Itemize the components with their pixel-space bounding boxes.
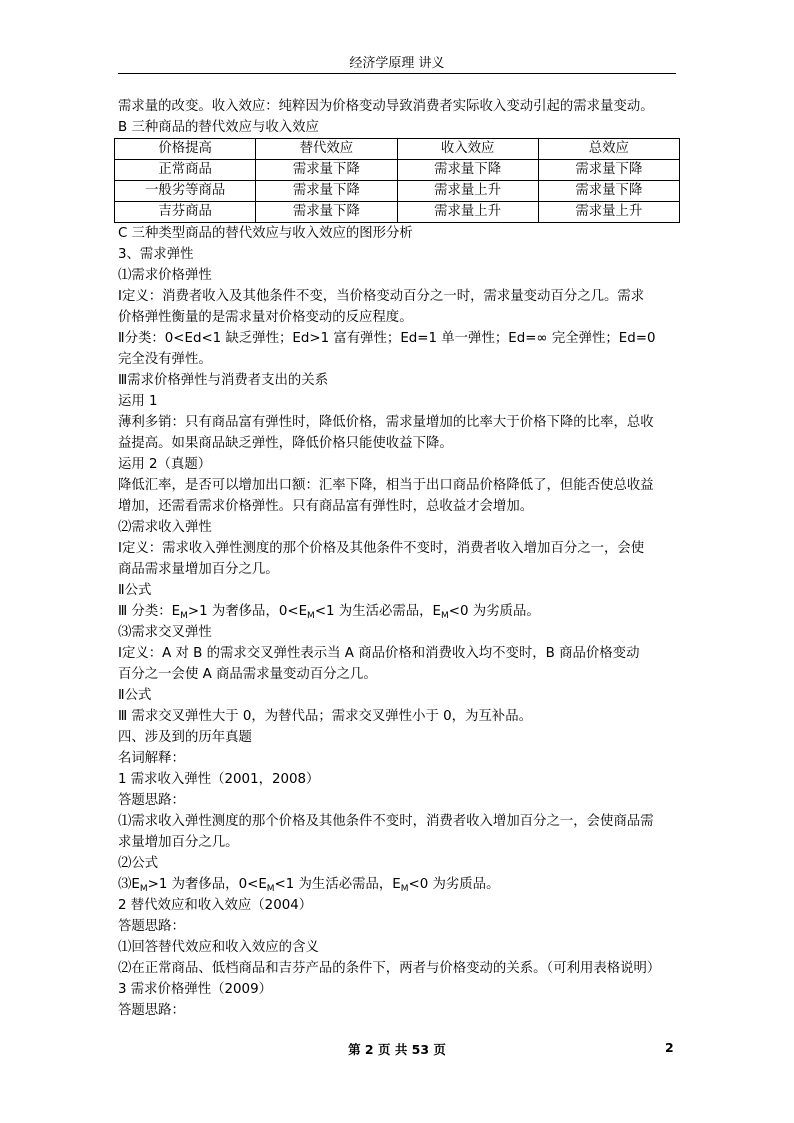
text-line: 运用 1 bbox=[118, 394, 158, 409]
subscript: M bbox=[400, 884, 409, 894]
text-line: 完全没有弹性。 bbox=[118, 352, 212, 367]
text-segment: Ⅲ 分类：E bbox=[118, 604, 181, 619]
table-header-cell: 总效应 bbox=[538, 139, 679, 160]
text-line: ⑵在正常商品、低档商品和吉芬产品的条件下，两者与价格变动的关系。（可利用表格说明） bbox=[118, 961, 661, 976]
section-heading: 四、涉及到的历年真题 bbox=[118, 730, 252, 745]
header-rule bbox=[118, 73, 676, 74]
table-row bbox=[115, 181, 680, 202]
text-line: Ⅰ定义：A 对 B 的需求交叉弹性表示当 A 商品价格和消费收入均不变时，B 商品价格变动 bbox=[118, 646, 640, 661]
document-body bbox=[118, 96, 682, 1021]
table-header-row bbox=[115, 139, 680, 160]
text-segment: <1 为生活必需品，E bbox=[274, 877, 401, 892]
text-line: 价格弹性衡量的是需求量对价格变动的反应程度。 bbox=[118, 310, 413, 325]
table-cell: 需求量下降 bbox=[538, 160, 679, 181]
subsection-heading: ⑵需求收入弹性 bbox=[118, 520, 212, 535]
text-line: 运用 2（真题） bbox=[118, 457, 212, 472]
table-header-cell: 价格提高 bbox=[115, 139, 256, 160]
text-line: 增加，还需看需求价格弹性。只有商品富有弹性时，总收益才会增加。 bbox=[118, 499, 534, 514]
text-line: 答题思路： bbox=[118, 1003, 185, 1018]
text-line: 答题思路： bbox=[118, 919, 185, 934]
subsection-heading: ⑶需求交叉弹性 bbox=[118, 625, 212, 640]
text-line: 薄利多销：只有商品富有弹性时，降低价格，需求量增加的比率大于价格下降的比率，总收 bbox=[118, 415, 654, 430]
section-heading: 3、需求弹性 bbox=[118, 247, 194, 262]
text-segment: >1 为奢侈品，0<E bbox=[187, 604, 308, 619]
text-line: Ⅰ定义：消费者收入及其他条件不变，当价格变动百分之一时，需求量变动百分之几。需求 bbox=[118, 289, 645, 304]
text-line: ⑴需求收入弹性测度的那个价格及其他条件不变时，消费者收入增加百分之一，会使商品需 bbox=[118, 814, 654, 829]
text-line: 1 需求收入弹性（2001，2008） bbox=[118, 772, 320, 787]
subscript: M bbox=[441, 611, 449, 621]
text-line: B 三种商品的替代效应与收入效应 bbox=[118, 120, 319, 135]
page-header-title: 经济学原理 讲义 bbox=[349, 56, 445, 71]
table-cell: 需求量下降 bbox=[256, 181, 397, 202]
table-row bbox=[115, 160, 680, 181]
text-line: 2 替代效应和收入效应（2004） bbox=[118, 898, 313, 913]
effects-table bbox=[114, 138, 680, 223]
table-cell: 需求量下降 bbox=[256, 202, 397, 223]
text-line: ⑴回答替代效应和收入效应的含义 bbox=[118, 940, 319, 955]
text-line: C 三种类型商品的替代效应与收入效应的图形分析 bbox=[118, 226, 413, 241]
text-line: ⑵公式 bbox=[118, 856, 159, 871]
text-line: 3 需求价格弹性（2009） bbox=[118, 982, 272, 997]
text-line: 降低汇率，是否可以增加出口额：汇率下降，相当于出口商品价格降低了，但能否使总收益 bbox=[118, 478, 654, 493]
text-line: 求量增加百分之几。 bbox=[118, 835, 239, 850]
table-row bbox=[115, 202, 680, 223]
text-line: 答题思路： bbox=[118, 793, 185, 808]
table-header-cell: 收入效应 bbox=[397, 139, 538, 160]
table-cell: 需求量上升 bbox=[397, 181, 538, 202]
subsection-heading: ⑴需求价格弹性 bbox=[118, 268, 212, 283]
table-cell: 一般劣等商品 bbox=[115, 181, 256, 202]
text-line: 名词解释： bbox=[118, 751, 185, 766]
text-segment: <0 为劣质品。 bbox=[448, 604, 540, 619]
text-line: Ⅰ定义：需求收入弹性测度的那个价格及其他条件不变时，消费者收入增加百分之一，会使 bbox=[118, 541, 645, 556]
table-cell: 需求量下降 bbox=[256, 160, 397, 181]
classification-line bbox=[118, 601, 682, 622]
footer-page-number: 2 bbox=[665, 1040, 674, 1055]
subscript: M bbox=[307, 611, 315, 621]
subscript: M bbox=[266, 884, 275, 894]
text-segment: >1 为奢侈品，0<E bbox=[147, 877, 267, 892]
text-line: Ⅲ 需求交叉弹性大于 0，为替代品；需求交叉弹性小于 0，为互补品。 bbox=[118, 709, 532, 724]
table-cell: 需求量下降 bbox=[397, 160, 538, 181]
text-line: 需求量的改变。收入效应：纯粹因为价格变动导致消费者实际收入变动引起的需求量变动。 bbox=[118, 99, 654, 114]
text-line: 商品需求量增加百分之几。 bbox=[118, 562, 279, 577]
table-cell: 需求量上升 bbox=[397, 202, 538, 223]
subscript: M bbox=[180, 611, 188, 621]
formula-line bbox=[118, 874, 682, 895]
text-line: Ⅱ公式 bbox=[118, 688, 152, 703]
table-header-cell: 替代效应 bbox=[256, 139, 397, 160]
subscript: M bbox=[139, 884, 148, 894]
table-cell: 正常商品 bbox=[115, 160, 256, 181]
table-cell: 吉芬商品 bbox=[115, 202, 256, 223]
text-line: 百分之一会使 A 商品需求量变动百分之几。 bbox=[118, 667, 377, 682]
text-segment: <1 为生活必需品，E bbox=[314, 604, 442, 619]
text-segment: ⑶E bbox=[118, 877, 140, 892]
text-line: 益提高。如果商品缺乏弹性，降低价格只能使收益下降。 bbox=[118, 436, 453, 451]
table-cell: 需求量下降 bbox=[538, 181, 679, 202]
footer-page-indicator: 第 2 页 共 53 页 bbox=[348, 1042, 446, 1057]
text-line: Ⅱ公式 bbox=[118, 583, 152, 598]
table-cell: 需求量上升 bbox=[538, 202, 679, 223]
text-segment: <0 为劣质品。 bbox=[408, 877, 500, 892]
text-line: Ⅱ分类：0<Ed<1 缺乏弹性；Ed>1 富有弹性；Ed=1 单一弹性；Ed=∞ 完全弹性；Ed=0 bbox=[118, 331, 656, 346]
text-line: Ⅲ需求价格弹性与消费者支出的关系 bbox=[118, 373, 329, 388]
